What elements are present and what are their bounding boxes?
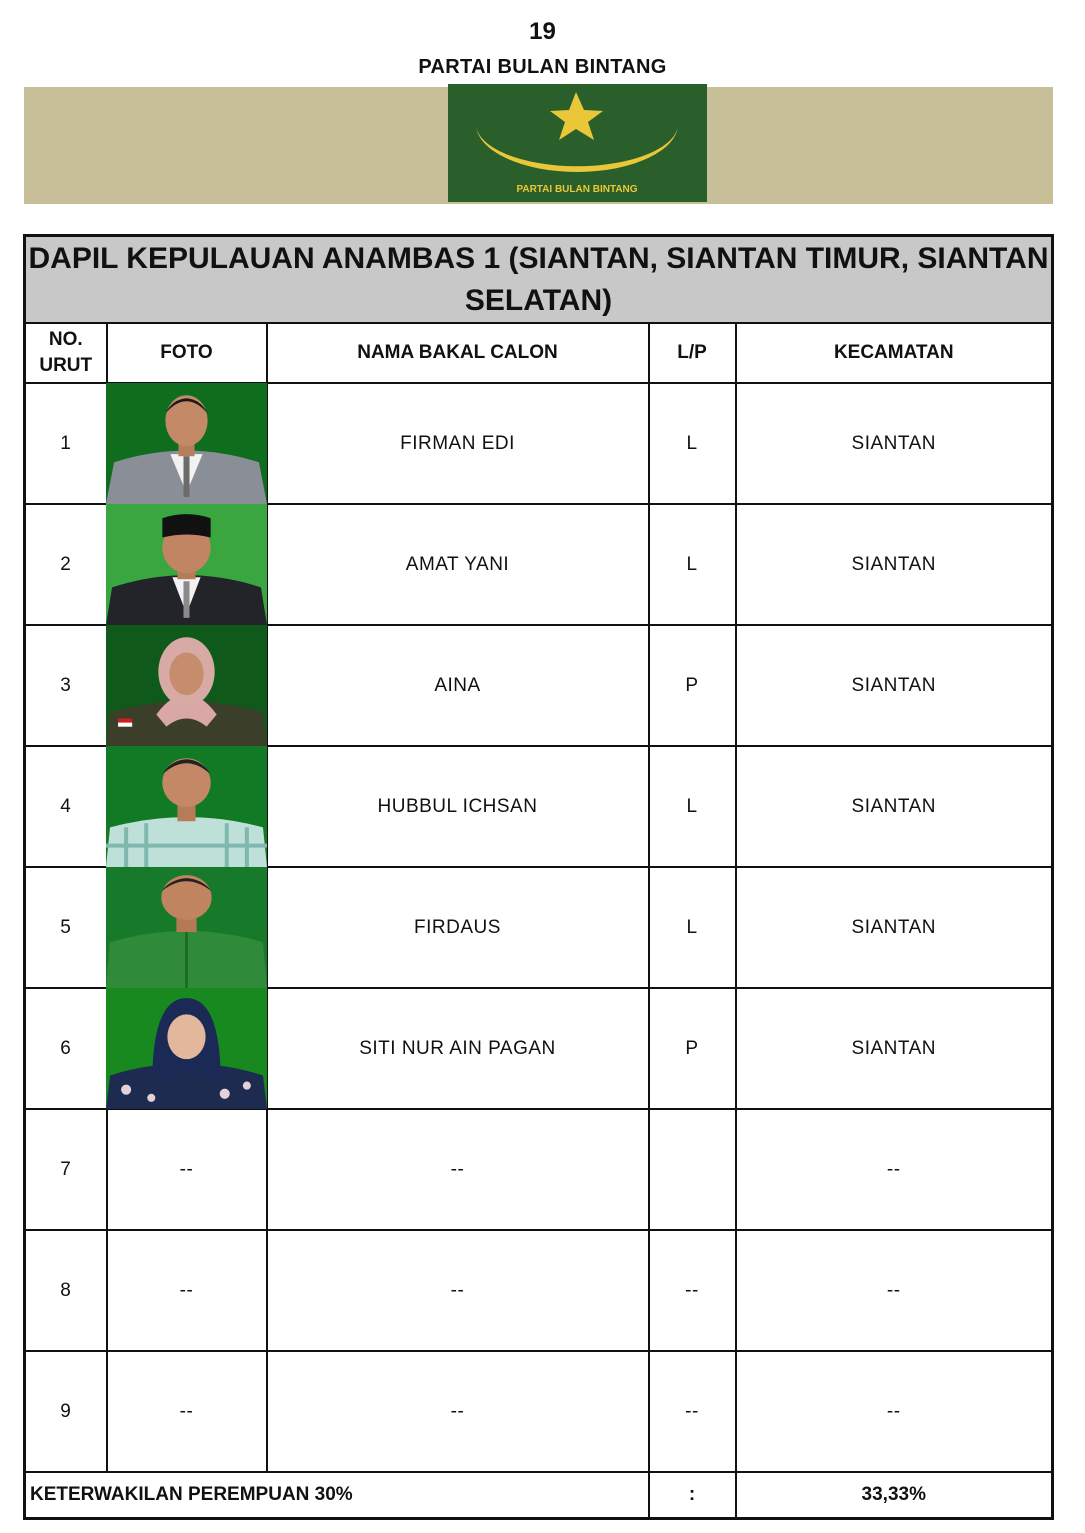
party-name: PARTAI BULAN BINTANG bbox=[418, 56, 667, 78]
row-lp: P bbox=[649, 625, 736, 746]
row-no: 8 bbox=[25, 1230, 107, 1351]
header-no-urut-line1: NO. bbox=[48, 329, 83, 350]
row-kecamatan: SIANTAN bbox=[736, 988, 1053, 1109]
table-row bbox=[25, 1351, 1053, 1472]
row-foto bbox=[107, 867, 267, 988]
row-nama: HUBBUL ICHSAN bbox=[267, 746, 649, 867]
dapil-title: DAPIL KEPULAUAN ANAMBAS 1 (SIANTAN, SIANTAN TIMUR, SIANTAN SELATAN) bbox=[25, 236, 1053, 324]
row-lp: -- bbox=[649, 1351, 736, 1472]
row-lp: L bbox=[649, 746, 736, 867]
row-no: 6 bbox=[25, 988, 107, 1109]
table-header bbox=[25, 323, 1053, 383]
row-kecamatan: SIANTAN bbox=[736, 746, 1053, 867]
candidate-photo bbox=[106, 867, 267, 988]
row-kecamatan: SIANTAN bbox=[736, 867, 1053, 988]
row-no: 7 bbox=[25, 1109, 107, 1230]
party-number: 19 bbox=[529, 18, 556, 45]
row-nama: -- bbox=[267, 1351, 649, 1472]
footer-label: KETERWAKILAN PEREMPUAN 30% bbox=[25, 1472, 649, 1519]
header-foto: FOTO bbox=[107, 323, 267, 383]
row-nama: AINA bbox=[267, 625, 649, 746]
row-no: 2 bbox=[25, 504, 107, 625]
row-no: 4 bbox=[25, 746, 107, 867]
row-foto bbox=[107, 746, 267, 867]
row-foto bbox=[107, 504, 267, 625]
footer-colon: : bbox=[649, 1472, 736, 1519]
table-row bbox=[25, 746, 1053, 867]
row-foto: -- bbox=[107, 1109, 267, 1230]
candidate-photo bbox=[106, 383, 267, 504]
row-kecamatan: -- bbox=[736, 1351, 1053, 1472]
row-lp: -- bbox=[649, 1230, 736, 1351]
table-row bbox=[25, 625, 1053, 746]
row-kecamatan: SIANTAN bbox=[736, 383, 1053, 504]
row-kecamatan: -- bbox=[736, 1109, 1053, 1230]
row-foto: -- bbox=[107, 1230, 267, 1351]
table-row bbox=[25, 504, 1053, 625]
row-lp bbox=[649, 1109, 736, 1230]
table-row bbox=[25, 988, 1053, 1109]
row-foto bbox=[107, 383, 267, 504]
row-nama: AMAT YANI bbox=[267, 504, 649, 625]
candidate-photo bbox=[106, 746, 267, 867]
party-logo bbox=[448, 84, 707, 202]
row-lp: L bbox=[649, 867, 736, 988]
row-nama: -- bbox=[267, 1230, 649, 1351]
table-row bbox=[25, 383, 1053, 504]
row-lp: P bbox=[649, 988, 736, 1109]
header-lp: L/P bbox=[649, 323, 736, 383]
row-nama: FIRDAUS bbox=[267, 867, 649, 988]
candidate-photo bbox=[106, 504, 267, 625]
row-nama: SITI NUR AIN PAGAN bbox=[267, 988, 649, 1109]
header-no-urut-line2: URUT bbox=[39, 355, 93, 376]
row-foto bbox=[107, 625, 267, 746]
row-no: 1 bbox=[25, 383, 107, 504]
footer-row bbox=[25, 1472, 1053, 1519]
candidate-photo bbox=[106, 988, 267, 1109]
row-nama: FIRMAN EDI bbox=[267, 383, 649, 504]
header-nama: NAMA BAKAL CALON bbox=[267, 323, 649, 383]
row-no: 3 bbox=[25, 625, 107, 746]
footer-value: 33,33% bbox=[736, 1472, 1053, 1519]
row-nama: -- bbox=[267, 1109, 649, 1230]
row-lp: L bbox=[649, 383, 736, 504]
header-kecamatan: KECAMATAN bbox=[736, 323, 1053, 383]
row-foto bbox=[107, 988, 267, 1109]
table-row bbox=[25, 867, 1053, 988]
logo-text: PARTAI BULAN BINTANG bbox=[516, 184, 638, 195]
row-kecamatan: -- bbox=[736, 1230, 1053, 1351]
header-no-urut bbox=[25, 323, 107, 383]
row-lp: L bbox=[649, 504, 736, 625]
table-row bbox=[25, 1230, 1053, 1351]
row-no: 9 bbox=[25, 1351, 107, 1472]
candidate-photo bbox=[106, 625, 267, 746]
row-kecamatan: SIANTAN bbox=[736, 504, 1053, 625]
candidate-table bbox=[23, 234, 1054, 1520]
row-foto: -- bbox=[107, 1351, 267, 1472]
row-no: 5 bbox=[25, 867, 107, 988]
table-row bbox=[25, 1109, 1053, 1230]
row-kecamatan: SIANTAN bbox=[736, 625, 1053, 746]
